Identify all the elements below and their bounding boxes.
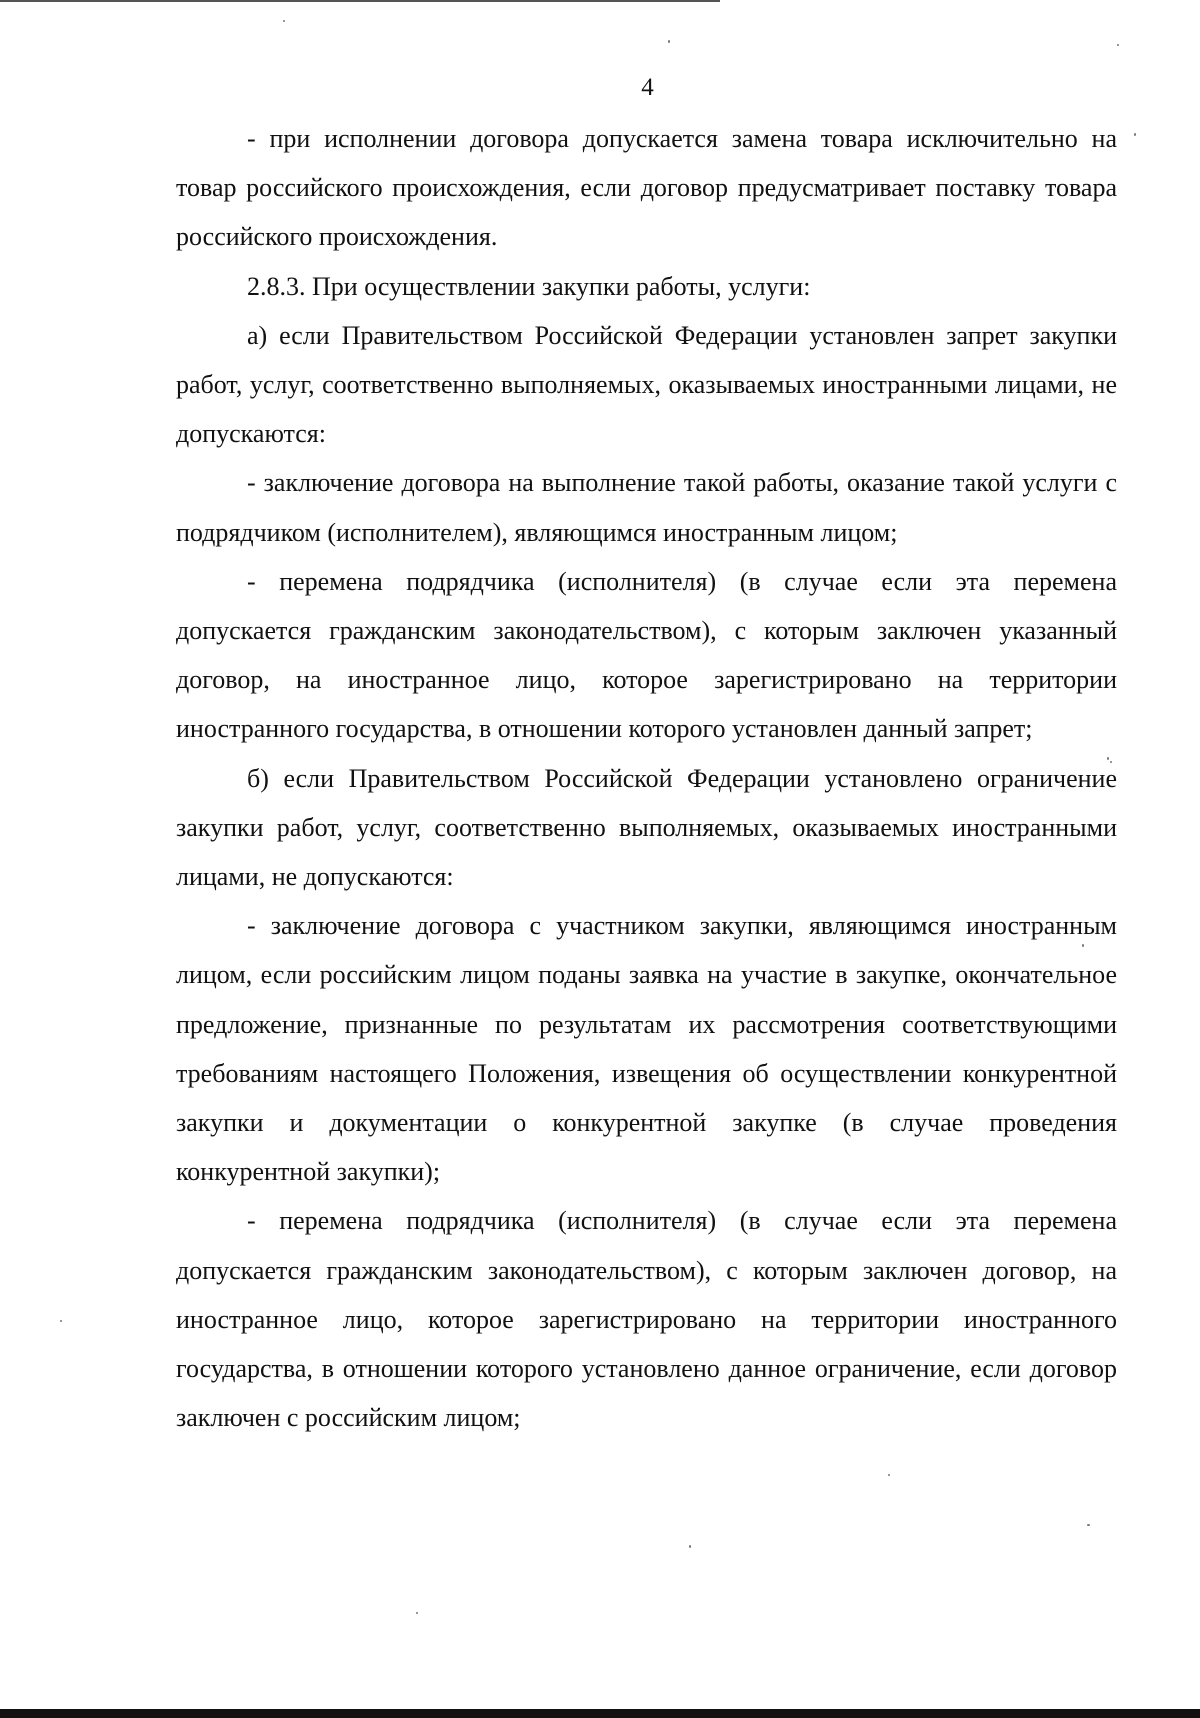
- scan-speck: [689, 1545, 691, 1548]
- paragraph-clause-2-8-3: 2.8.3. При осуществлении закупки работы, услуги:: [247, 271, 811, 301]
- scan-speck: [888, 1474, 890, 1476]
- scan-speck: [1134, 133, 1136, 136]
- scan-speck: [60, 1320, 62, 1322]
- paragraph-contractor-change-restriction: - перемена подрядчика (исполнителя) (в случае если эта перемена допускается гражданским законодательством), с которым заключен договор, на иностранное лицо, которое зарегистрировано на территории иностранного государства, в отношении которого установлено данное ограничение, если договор заключен с российским лицом;: [176, 1206, 1117, 1433]
- scan-speck: [1082, 944, 1084, 947]
- paragraph-replacement-goods: - при исполнении договора допускается замена товара исключительно на товар российского происхождения, если договор предусматривает поставку товара российского происхождения.: [176, 124, 1117, 252]
- scan-speck: [1087, 1524, 1090, 1526]
- scan-speck: [416, 1612, 418, 1614]
- scan-speck: [1107, 757, 1109, 760]
- scan-speck: [1117, 44, 1119, 46]
- scan-bottom-edge: [0, 1709, 1200, 1718]
- paragraph-subclause-b: б) если Правительством Российской Федерации установлено ограничение закупки работ, услуг, соответственно выполняемых, оказываемых иностранными лицами, не допускаются:: [176, 763, 1117, 892]
- scan-speck: [1110, 761, 1112, 763]
- scan-top-edge: [0, 0, 720, 2]
- paragraph-contract-conclusion-ban: - заключение договора на выполнение такой работы, оказание такой услуги с подрядчиком (исполнителем), являющимся иностранным лицом;: [176, 468, 1117, 547]
- page-number: 4: [641, 74, 654, 101]
- scan-speck: [283, 20, 285, 22]
- paragraph-subclause-a: а) если Правительством Российской Федерации установлен запрет закупки работ, услуг, соответственно выполняемых, оказываемых иностранными лицами, не допускаются:: [176, 320, 1117, 449]
- scan-speck: [668, 40, 670, 43]
- paragraph-contractor-change-ban: - перемена подрядчика (исполнителя) (в случае если эта перемена допускается гражданским законодательством), с которым заключен указанный договор, на иностранное лицо, которое зарегистрировано на территории иностранного государства, в отношении которого установлен данный запрет;: [176, 566, 1117, 744]
- document-body: [176, 114, 1117, 1442]
- paragraph-contract-conclusion-restriction: - заключение договора с участником закупки, являющимся иностранным лицом, если российским лицом поданы заявка на участие в закупке, окончательное предложение, признанные по результатам их рассмотрения соответствующими требованиям настоящего Положения, извещения об осуществлении конкурентной закупки и документации о конкурентной закупке (в случае проведения конкурентной закупки);: [176, 911, 1117, 1187]
